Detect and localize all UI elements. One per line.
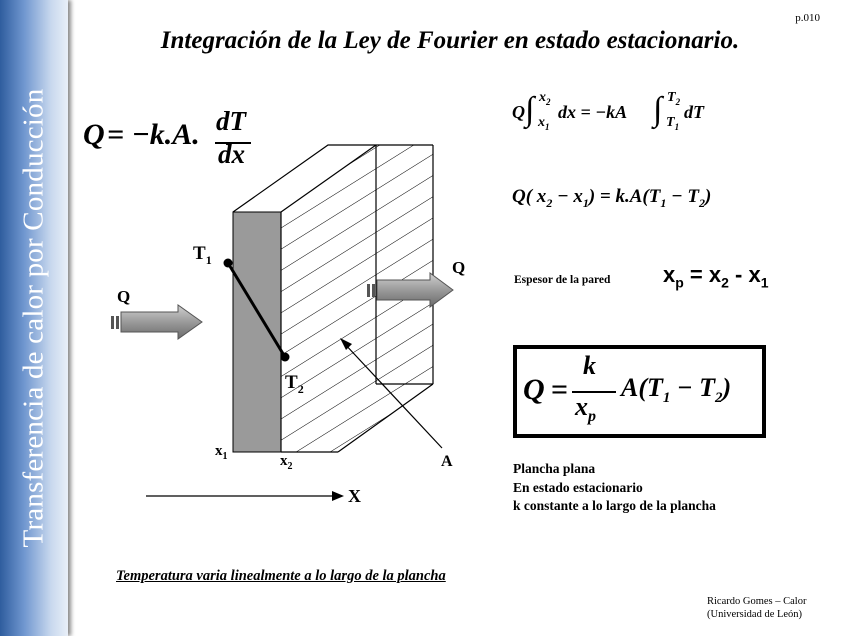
credit: [707, 595, 806, 621]
area-label: A: [441, 453, 453, 470]
gray-face: [233, 212, 281, 452]
sidebar-title: Transferencia de calor por Conducción: [17, 88, 50, 548]
fourier-eq: = −k.A.: [107, 118, 200, 151]
footnote: Temperatura varia linealmente a lo largo de la plancha: [116, 568, 446, 584]
condition-item: En estado estacionario: [513, 479, 643, 495]
x1-label: $x_1$: [215, 443, 228, 462]
condition-item: k constante a lo largo de la plancha: [513, 498, 716, 513]
result-formula-box: Q = k $x_p$ $A(T_1 - T_2)$: [513, 345, 766, 438]
sidebar: [0, 0, 68, 636]
fourier-den: dx: [218, 139, 245, 169]
fourier-q: Q: [83, 118, 105, 151]
condition-item: Plancha plana: [513, 461, 596, 476]
thickness-label: Espesor de la pared: [514, 274, 611, 286]
t2-point: [281, 353, 290, 362]
fourier-num: dT: [216, 106, 246, 136]
t2-label: $T_2$: [285, 372, 304, 396]
q-out-label: Q: [452, 258, 466, 277]
slide-title: Integración de la Ley de Fourier en estado estacionario.: [160, 27, 740, 54]
q-in-arrow: [111, 305, 202, 339]
page-number: p.010: [795, 12, 820, 24]
integrated-equation: Q( $x_2 - x_1) = k.A(T_1 - T_2)$: [512, 186, 712, 210]
t1-label: $T_1$: [193, 243, 212, 267]
thickness-formula: $x_p = x_2 - x_1$: [663, 262, 769, 291]
credit-author: Ricardo Gomes – Calor: [707, 596, 807, 607]
q-in-label: Q: [117, 287, 131, 306]
axis-label: X: [348, 486, 361, 506]
x2-label: $x_2$: [280, 453, 293, 472]
integral-equation: Q ∫ $x_2$ $x_1$ dx = −kA ∫ $T_2$ $T_1$ dT: [512, 90, 704, 132]
conditions-list: [513, 460, 716, 516]
credit-institution: (Universidad de León): [707, 609, 803, 620]
t1-point: [224, 259, 233, 268]
